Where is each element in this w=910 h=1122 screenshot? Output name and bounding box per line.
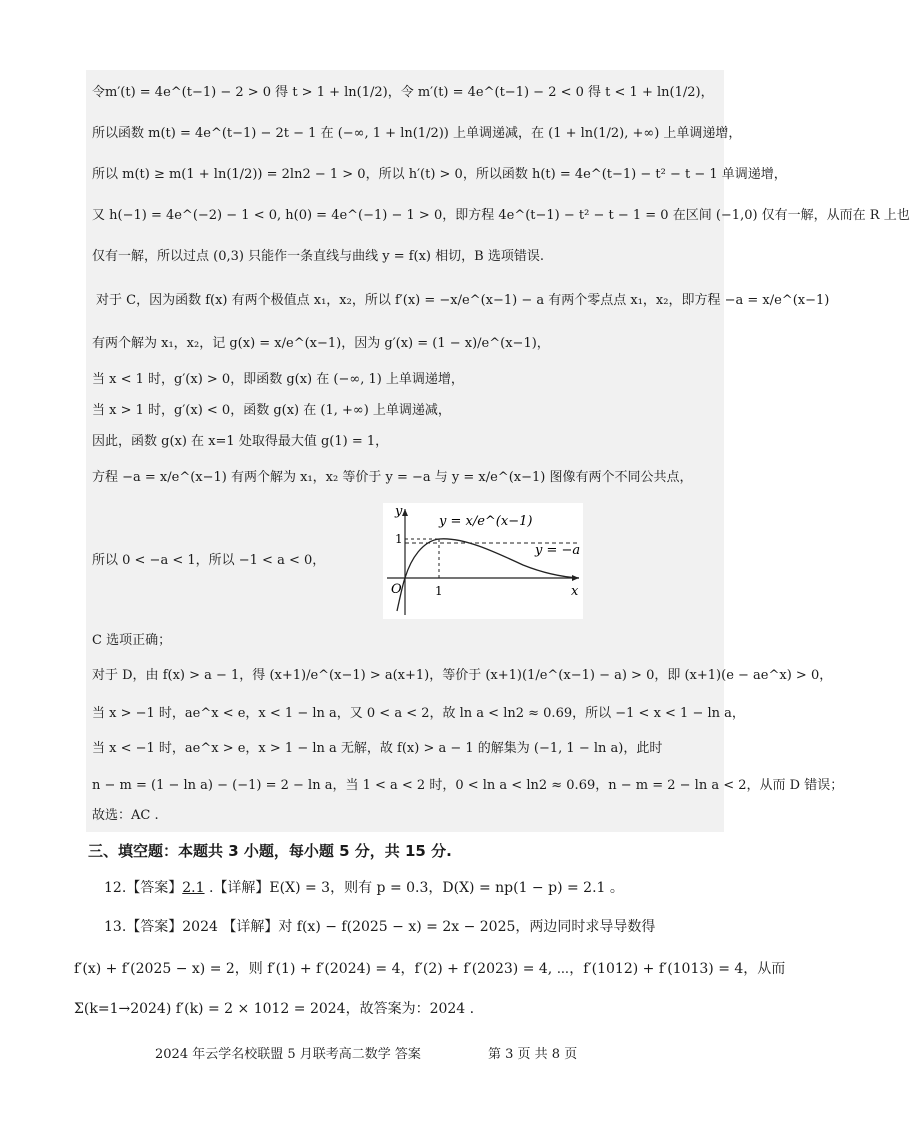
graph-tick-x: 1 <box>435 584 443 598</box>
graph-tick-y: 1 <box>395 532 403 546</box>
q13-line-2: f′(x) + f′(2025 − x) = 2，则 f′(1) + f′(2024) = 4，f′(2) + f′(2023) = 4, ⋯，f′(1012) + f′(1013) = 4，从而 <box>74 961 786 977</box>
graph-y-label: y <box>395 504 403 519</box>
text-line-3: 所以 m(t) ≥ m(1 + ln(1/2)) = 2ln2 − 1 > 0，所以 h′(t) > 0，所以函数 h(t) = 4e^(t−1) − t² − t − 1 单调递增， <box>92 167 787 182</box>
function-graph <box>383 503 583 619</box>
text-line-8: 当 x < 1 时，g′(x) > 0，即函数 g(x) 在 (−∞, 1) 上单调递增， <box>92 372 464 387</box>
graph-curve-label: y = x/e^(x−1) <box>439 514 533 529</box>
text-line-18: 故选：AC . <box>92 808 159 823</box>
text-line-4: 又 h(−1) = 4e^(−2) − 1 < 0, h(0) = 4e^(−1) − 1 > 0，即方程 4e^(t−1) − t² − t − 1 = 0 在区间 (−1,0) 仅有一解，从而在 R 上也 <box>92 208 910 223</box>
footer-title: 2024 年云学名校联盟 5 月联考高二数学 答案 <box>155 1047 421 1062</box>
text-line-9: 当 x > 1 时，g′(x) < 0，函数 g(x) 在 (1, +∞) 上单调递减， <box>92 403 451 418</box>
q12-rest: .【详解】E(X) = 3，则有 p = 0.3，D(X) = np(1 − p) = 2.1 。 <box>204 880 624 896</box>
graph-svg <box>383 503 583 619</box>
q12-prefix: 12.【答案】 <box>104 880 183 896</box>
text-line-11: 方程 −a = x/e^(x−1) 有两个解为 x₁，x₂ 等价于 y = −a 与 y = x/e^(x−1) 图像有两个不同公共点， <box>92 470 693 485</box>
text-line-16: 当 x < −1 时，ae^x > e，x > 1 − ln a 无解，故 f(x) > a − 1 的解集为 (−1, 1 − ln a)，此时 <box>92 741 663 756</box>
q12-answer: 2.1 <box>182 880 205 896</box>
q12-line <box>104 877 624 897</box>
text-line-6: 对于 C，因为函数 f(x) 有两个极值点 x₁，x₂，所以 f′(x) = −x/e^(x−1) − a 有两个零点点 x₁，x₂，即方程 −a = x/e^(x−1) <box>96 293 830 308</box>
q13-line-3: Σ(k=1→2024) f′(k) = 2 × 1012 = 2024，故答案为：2024 . <box>74 1001 475 1017</box>
text-line-12: 所以 0 < −a < 1，所以 −1 < a < 0， <box>92 553 326 568</box>
y-axis-arrow <box>402 509 408 516</box>
text-line-17: n − m = (1 − ln a) − (−1) = 2 − ln a，当 1 < a < 2 时，0 < ln a < ln2 ≈ 0.69，n − m = 2 − ln a < 2，从而 D 错误； <box>92 778 844 793</box>
section-heading: 三、填空题：本题共 3 小题，每小题 5 分，共 15 分. <box>88 842 452 860</box>
text-line-14: 对于 D，由 f(x) > a − 1，得 (x+1)/e^(x−1) > a(x+1)，等价于 (x+1)(1/e^(x−1) − a) > 0，即 (x+1)(e − ae^x) > 0， <box>92 668 833 683</box>
graph-origin: O <box>391 582 402 597</box>
graph-line-label: y = −a <box>535 543 581 558</box>
q13-line-1: 13.【答案】2024 【详解】对 f(x) − f(2025 − x) = 2x − 2025，两边同时求导导数得 <box>104 919 656 935</box>
text-line-1: 令m′(t) = 4e^(t−1) − 2 > 0 得 t > 1 + ln(1/2)，令 m′(t) = 4e^(t−1) − 2 < 0 得 t < 1 + ln(1/2)， <box>92 85 714 100</box>
text-line-7: 有两个解为 x₁，x₂，记 g(x) = x/e^(x−1)，因为 g′(x) = (1 − x)/e^(x−1)， <box>92 336 550 351</box>
text-line-10: 因此，函数 g(x) 在 x=1 处取得最大值 g(1) = 1， <box>92 434 389 449</box>
text-line-15: 当 x > −1 时，ae^x < e，x < 1 − ln a，又 0 < a < 2，故 ln a < ln2 ≈ 0.69，所以 −1 < x < 1 − ln a， <box>92 706 745 721</box>
text-line-13: C 选项正确； <box>92 633 172 648</box>
text-line-5: 仅有一解，所以过点 (0,3) 只能作一条直线与曲线 y = f(x) 相切，B 选项错误. <box>92 249 544 264</box>
text-line-2: 所以函数 m(t) = 4e^(t−1) − 2t − 1 在 (−∞, 1 + ln(1/2)) 上单调递减，在 (1 + ln(1/2), +∞) 上单调递增， <box>92 126 742 141</box>
graph-x-label: x <box>571 584 579 599</box>
footer-page-number: 第 3 页 共 8 页 <box>488 1047 578 1062</box>
